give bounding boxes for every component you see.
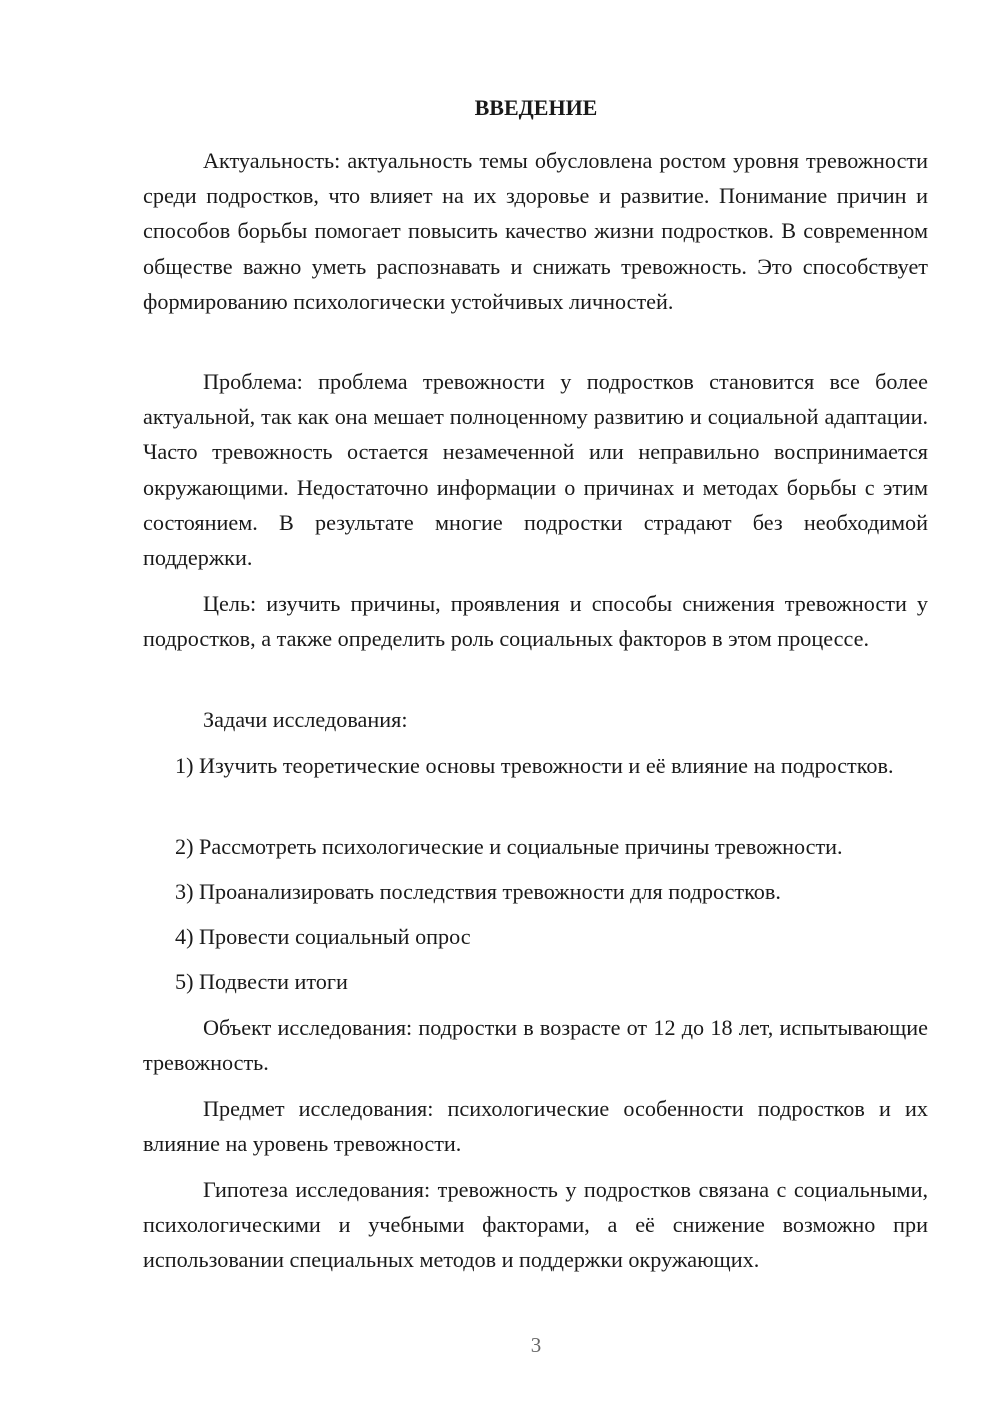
paragraph-relevance: Актуальность: актуальность темы обусловлена ростом уровня тревожности среди подростков, что влияет на их здоровье и развитие. Понимание причин и способов борьбы помогает повысить качество жизни подростков. В современном обществе важно уметь распознавать и снижать тревожность. Это способствует формированию психологически устойчивых личностей.: [143, 148, 928, 314]
paragraph-object: Объект исследования: подростки в возрасте от 12 до 18 лет, испытывающие тревожность.: [143, 1015, 928, 1076]
task-item-5: 5) Подвести итоги: [175, 969, 348, 994]
paragraph-problem: Проблема: проблема тревожности у подростков становится все более актуальной, так как она мешает полноценному развитию и социальной адаптации. Часто тревожность остается незамеченной или неправильно воспринимается окружающими. Недостаточно информации о причинах и методах борьбы с этим состоянием. В результате многие подростки страдают без необходимой поддержки.: [143, 369, 928, 571]
paragraph-goal: Цель: изучить причины, проявления и способы снижения тревожности у подростков, а также определить роль социальных факторов в этом процессе.: [143, 591, 928, 652]
task-item-3: 3) Проанализировать последствия тревожности для подростков.: [175, 879, 781, 904]
paragraph-hypothesis: Гипотеза исследования: тревожность у подростков связана с социальными, психологическими и учебными факторами, а её снижение возможно при использовании специальных методов и поддержки окружающих.: [143, 1177, 928, 1273]
page-title: ВВЕДЕНИЕ: [474, 95, 598, 120]
tasks-heading: Задачи исследования:: [203, 707, 408, 732]
task-item-1: 1) Изучить теоретические основы тревожности и её влияние на подростков.: [175, 753, 894, 778]
task-item-2: 2) Рассмотреть психологические и социальные причины тревожности.: [175, 834, 843, 859]
page-number: 3: [530, 1333, 542, 1357]
task-item-4: 4) Провести социальный опрос: [175, 924, 471, 949]
paragraph-subject: Предмет исследования: психологические особенности подростков и их влияние на уровень тревожности.: [143, 1096, 928, 1157]
